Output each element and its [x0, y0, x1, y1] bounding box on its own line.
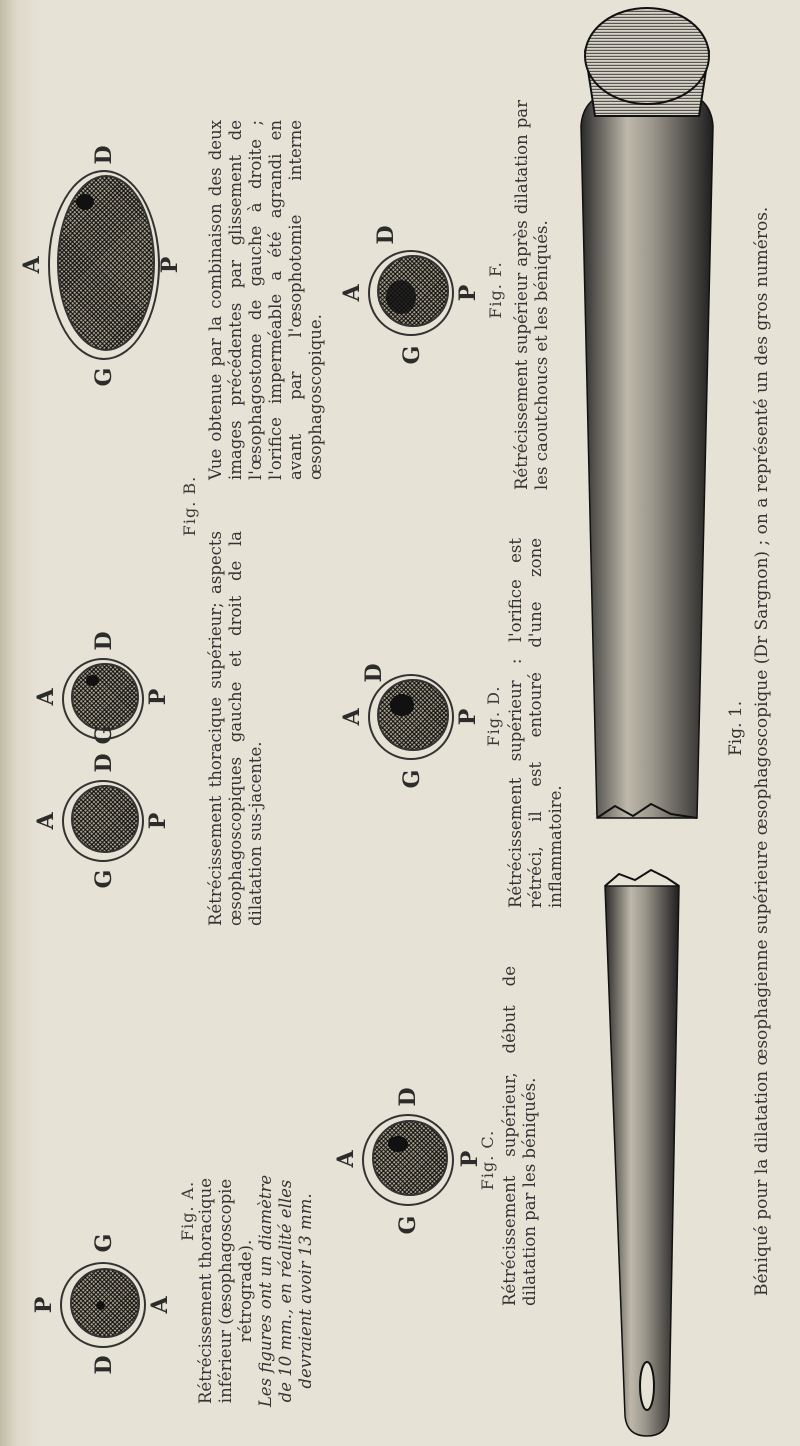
fig-b3-label-a: A	[19, 256, 45, 274]
fig-b-disc-1	[62, 780, 144, 862]
fig-b-caption: Fig. B.	[180, 475, 199, 537]
benique-illustration	[575, 0, 725, 1446]
fig-a-text	[196, 1166, 316, 1416]
fig-b2-label-a: A	[33, 688, 59, 706]
fig-d-label-g: G	[399, 769, 425, 789]
fig-f-text: Rétrécissement supérieur après dilatation par les caoutchoucs et les béniqués.	[512, 100, 551, 490]
fig-f-label-g: G	[399, 345, 425, 365]
fig-b1-label-d: D	[91, 753, 117, 773]
fig-d-caption: Fig. D.	[484, 685, 503, 747]
fig-1-caption: Béniqué pour la dilatation œsophagienne supérieure œsophagoscopique (Dr Sargnon) ; on a représenté un des gros numéros.	[752, 206, 772, 1296]
fig-b2-label-g: G	[91, 725, 117, 745]
fig-a-label-a: A	[147, 1296, 173, 1314]
fig-1-label: Fig. 1.	[726, 700, 746, 756]
fig-d-label-p: P	[455, 708, 481, 726]
fig-f-disc	[368, 250, 454, 336]
fig-b2-label-d: D	[91, 631, 117, 651]
fig-a-note: Les figures ont un diamètre de 10 mm., en réalité elles devraient avoir 13 mm.	[256, 1174, 315, 1408]
fig-a-label-g: G	[91, 1233, 117, 1253]
fig-c-label-d: D	[395, 1087, 421, 1107]
fig-c-label-p: P	[457, 1150, 483, 1168]
fig-d-label-d: D	[361, 663, 387, 683]
fig-a-disc	[60, 1262, 146, 1348]
fig-f-label-p: P	[455, 284, 481, 302]
fig-b3-label-g: G	[91, 367, 117, 387]
fig-b-disc-3	[48, 170, 160, 360]
fig-c-label-a: A	[333, 1150, 359, 1168]
fig-b2-label-p: P	[145, 688, 171, 706]
fig-a-label-p: P	[31, 1296, 57, 1314]
fig-f-label-d: D	[373, 225, 399, 245]
fig-b3-label-d: D	[91, 145, 117, 165]
fig-c-caption: Fig. C.	[478, 1129, 497, 1191]
fig-a-description: Rétrécissement thoracique inférieur (œsophagoscopie rétrograde).	[196, 1178, 255, 1404]
fig-c-text: Rétrécissement supérieur, début de dilatation par les béniqués.	[500, 966, 539, 1306]
fig-b-text-left: Rétrécissement thoracique supérieur; aspects œsophagoscopiques gauche et droit de la dilatation sus-jacente.	[206, 531, 265, 926]
benique-shaft	[581, 91, 713, 818]
fig-c-disc	[362, 1114, 454, 1206]
fig-b1-label-p: P	[145, 812, 171, 830]
fig-b-text-right: Vue obtenue par la combinaison des deux images précédentes par glissement de l'œsophagostome de gauche à droite ; l'orifice imperméable a été agrandi en avant par l'œsophotomie interne œsophagoscopique.	[206, 120, 325, 480]
benique-tip	[605, 886, 679, 1436]
fig-a-label-d: D	[91, 1355, 117, 1375]
fig-d-label-a: A	[339, 708, 365, 726]
fig-b1-label-a: A	[33, 812, 59, 830]
fig-d-text: Rétrécissement supérieur : l'orifice est rétréci, il est entouré d'une zone inflammatoire.	[506, 538, 565, 908]
fig-b1-label-g: G	[91, 869, 117, 889]
fig-f-caption: Fig. F.	[486, 261, 505, 319]
fig-b3-label-p: P	[157, 256, 183, 274]
fig-a-caption: Fig. A.	[178, 1180, 197, 1241]
fig-c-label-g: G	[395, 1215, 421, 1235]
fig-f-label-a: A	[339, 284, 365, 302]
